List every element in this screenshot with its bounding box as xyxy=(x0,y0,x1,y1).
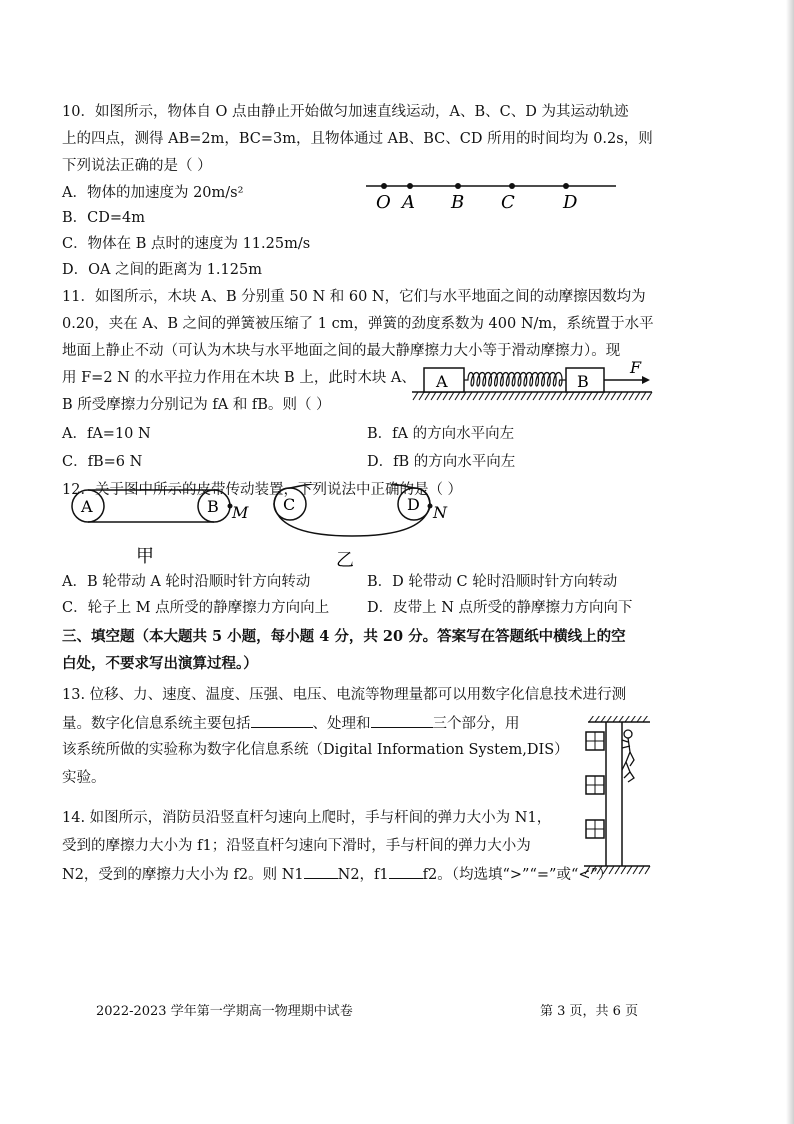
q10-line-3: 下列说法正确的是（ ） xyxy=(62,158,212,174)
q11-option-b: B．fA 的方向水平向左 xyxy=(367,426,515,442)
q13-line-3: 该系统所做的实验称为数字化信息系统（Digital Information System,DIS） xyxy=(62,742,569,758)
label-b: B xyxy=(451,192,465,213)
point-n-label: N xyxy=(433,503,447,522)
q10-option-a: A．物体的加速度为 20m/s² xyxy=(62,185,244,201)
figure-jia-label: 甲 xyxy=(136,546,154,567)
footer-page-number: 第 3 页，共 6 页 xyxy=(540,1004,639,1019)
ceiling-hatching xyxy=(589,716,648,722)
q11-option-d: D．fB 的方向水平向左 xyxy=(367,454,516,470)
point-o xyxy=(381,183,387,189)
q11-line-4: 用 F=2 N 的水平拉力作用在木块 B 上，此时木块 A、 xyxy=(62,370,416,386)
q10-option-b: B．CD=4m xyxy=(62,210,145,226)
point-d xyxy=(563,183,569,189)
window-top xyxy=(586,732,604,750)
label-o: O xyxy=(376,192,391,213)
q12-option-a: A．B 轮带动 A 轮时沿顺时针方向转动 xyxy=(62,574,311,590)
q13-line-2c: 三个部分，用 xyxy=(432,716,520,732)
firefighter xyxy=(622,730,634,782)
window-middle xyxy=(586,776,604,794)
force-arrow-head xyxy=(642,376,650,384)
point-n xyxy=(428,504,433,509)
q11-line-5: B 所受摩擦力分别记为 fA 和 fB。则（ ） xyxy=(62,397,331,413)
block-b-label: B xyxy=(577,372,589,391)
figure-yi-label: 乙 xyxy=(336,550,354,571)
q10-option-d: D．OA 之间的距离为 1.125m xyxy=(62,262,262,278)
window-bottom xyxy=(586,820,604,838)
footer-exam-title: 2022-2023 学年第一学期高一物理期中试卷 xyxy=(96,1004,353,1019)
belt-yi-top xyxy=(290,484,414,488)
label-a: A xyxy=(402,192,415,213)
point-a xyxy=(407,183,413,189)
q13-blank-2[interactable] xyxy=(371,713,433,728)
q10-line-2: 上的四点，测得 AB=2m，BC=3m，且物体通过 AB、BC、CD 所用的时间均为 0.2s，则 xyxy=(62,131,653,147)
point-b xyxy=(455,183,461,189)
q14-blank-1[interactable] xyxy=(304,864,338,879)
q13-line-2 xyxy=(62,713,520,734)
spring xyxy=(464,373,566,387)
q12-option-b: B．D 轮带动 C 轮时沿顺时针方向转动 xyxy=(367,574,618,590)
q13-line-4: 实验。 xyxy=(62,770,106,786)
q13-line-1: 13. 位移、力、速度、温度、压强、电压、电流等物理量都可以用数字化信息技术进行测 xyxy=(62,687,627,703)
wheel-d-label: D xyxy=(407,495,420,514)
q14-line-3c: f2。（均选填“>”“=”或“<”） xyxy=(422,867,613,883)
q14-line-3 xyxy=(62,864,612,885)
section-3-heading: 三、填空题（本大题共 5 小题，每小题 4 分，共 20 分。答案写在答题纸中横线上的空 xyxy=(62,628,626,645)
q13-blank-1[interactable] xyxy=(251,713,313,728)
label-c: C xyxy=(501,192,515,213)
q14-line-2: 受到的摩擦力大小为 f1；沿竖直杆匀速向下滑时，手与杆间的弹力大小为 xyxy=(62,838,531,854)
q10-trajectory-figure xyxy=(362,178,622,214)
label-d: D xyxy=(563,192,578,213)
q13-line-2b: 、处理和 xyxy=(312,716,371,732)
force-label: F xyxy=(630,360,642,377)
block-a-label: A xyxy=(436,372,448,391)
q11-option-a: A．fA=10 N xyxy=(62,426,151,442)
q11-line-3: 地面上静止不动（可认为木块与水平地面之间的最大静摩擦力大小等于滑动摩擦力）。现 xyxy=(62,343,621,359)
q12-stem: 12．关于图中所示的皮带传动装置，下列说法中正确的是（ ） xyxy=(62,482,463,498)
q13-line-2a: 量。数字化信息系统主要包括 xyxy=(62,716,251,732)
q10-option-c: C．物体在 B 点时的速度为 11.25m/s xyxy=(62,236,311,252)
scan-edge-shadow xyxy=(786,0,794,1124)
q12-belt-figure xyxy=(64,484,464,580)
section-3-heading-cont: 白处，不要求写出演算过程。） xyxy=(62,655,258,672)
point-m-label: M xyxy=(232,503,249,522)
ground-hatching xyxy=(413,392,652,400)
point-c xyxy=(509,183,515,189)
q14-line-3a: N2，受到的摩擦力大小为 f2。则 N1 xyxy=(62,867,304,883)
q14-line-1: 14. 如图所示，消防员沿竖直杆匀速向上爬时，手与杆间的弹力大小为 N1， xyxy=(62,810,552,826)
q11-line-2: 0.20，夹在 A、B 之间的弹簧被压缩了 1 cm，弹簧的劲度系数为 400 N/m，系统置于水平 xyxy=(62,316,654,332)
q11-spring-blocks-figure xyxy=(406,360,662,410)
q11-line-1: 11．如图所示，木块 A、B 分别重 50 N 和 60 N，它们与水平地面之间的动摩擦因数均为 xyxy=(62,289,646,305)
q14-line-3b: N2，f1 xyxy=(337,867,389,883)
q12-option-c: C．轮子上 M 点所受的静摩擦力方向向上 xyxy=(62,600,330,616)
wheel-b-label: B xyxy=(207,497,219,516)
q11-option-c: C．fB=6 N xyxy=(62,454,143,470)
q14-firefighter-figure xyxy=(584,716,656,882)
q10-line-1: 10．如图所示，物体自 O 点由静止开始做匀加速直线运动，A、B、C、D 为其运动轨迹 xyxy=(62,104,629,120)
wheel-c-label: C xyxy=(283,495,296,514)
wheel-a-label: A xyxy=(81,497,93,516)
q12-option-d: D．皮带上 N 点所受的静摩擦力方向向下 xyxy=(367,600,633,616)
q14-blank-2[interactable] xyxy=(389,864,423,879)
